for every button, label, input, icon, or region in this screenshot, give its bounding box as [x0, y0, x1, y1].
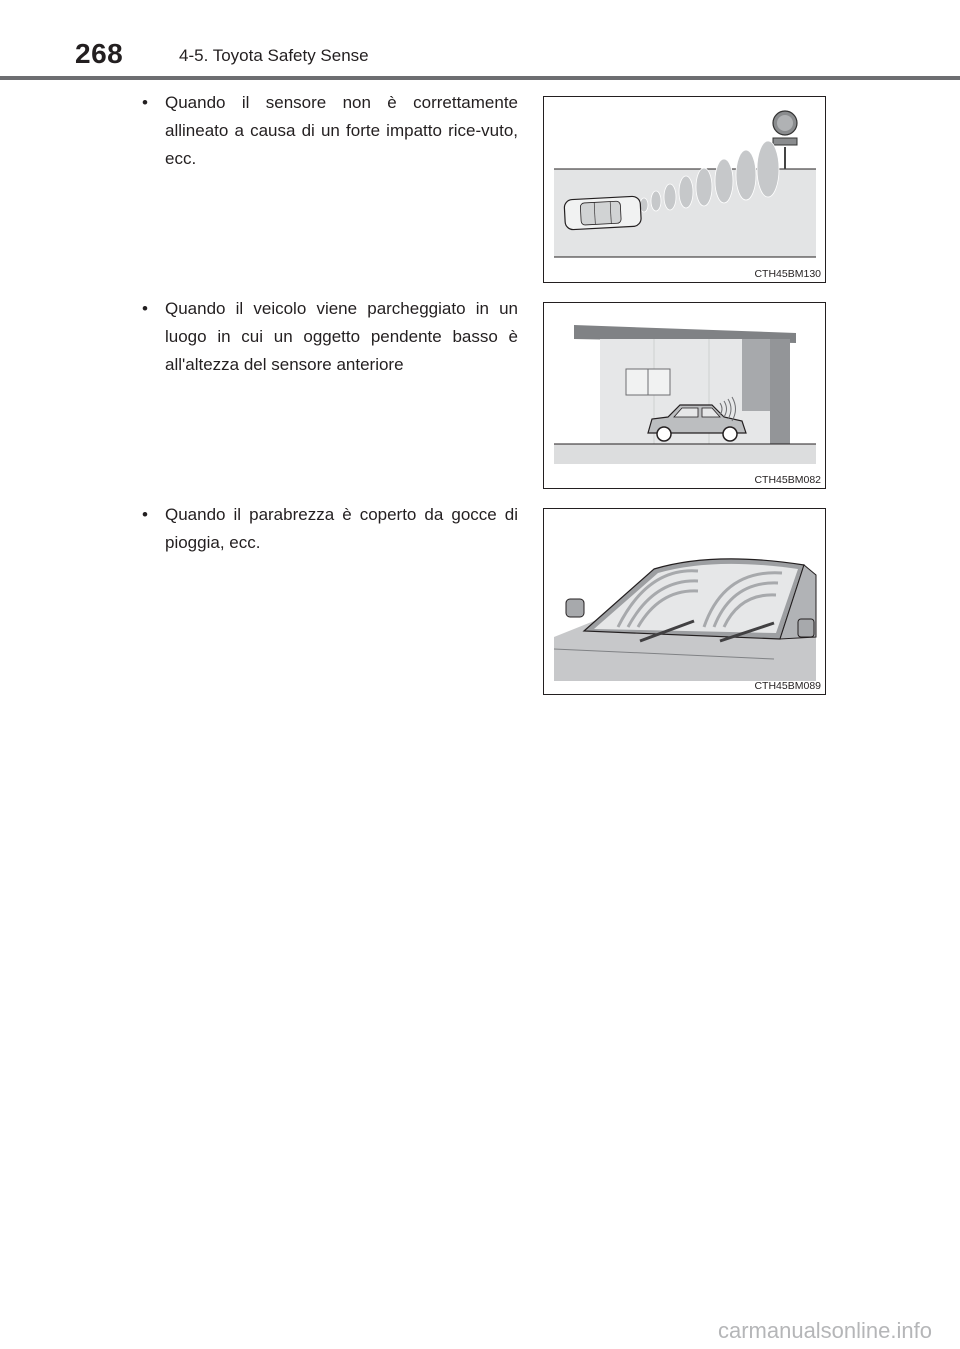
watermark: carmanualsonline.info — [717, 1318, 932, 1343]
figure-code: CTH45BM082 — [754, 474, 821, 486]
windshield-rain-illustration — [544, 509, 826, 695]
section-title: 4-5. Toyota Safety Sense — [179, 46, 369, 65]
item-text: Quando il parabrezza è coperto da gocce di pioggia, ecc. — [165, 505, 518, 552]
bullet: • — [142, 93, 148, 112]
figure-code: CTH45BM130 — [754, 268, 821, 280]
item-text: Quando il sensore non è correttamente allineato a causa di un forte impatto rice-vuto, ecc. — [165, 93, 518, 168]
header-rule — [0, 76, 960, 80]
list-item — [142, 89, 518, 173]
figure-low-hanging-object — [543, 302, 826, 489]
bullet: • — [142, 505, 148, 524]
figure-code: CTH45BM089 — [754, 680, 821, 692]
page-number: 268 — [75, 38, 124, 69]
figure-rain-windshield — [543, 508, 826, 695]
misaligned-sensor-illustration — [544, 97, 826, 283]
list-item — [142, 295, 518, 379]
page-header — [0, 0, 960, 80]
item-text: Quando il veicolo viene parcheggiato in un luogo in cui un oggetto pendente basso è all'altezza del sensore anteriore — [165, 299, 518, 374]
list-item — [142, 501, 518, 557]
figure-misaligned-sensor — [543, 96, 826, 283]
bullet: • — [142, 299, 148, 318]
garage-parking-illustration — [544, 303, 826, 489]
